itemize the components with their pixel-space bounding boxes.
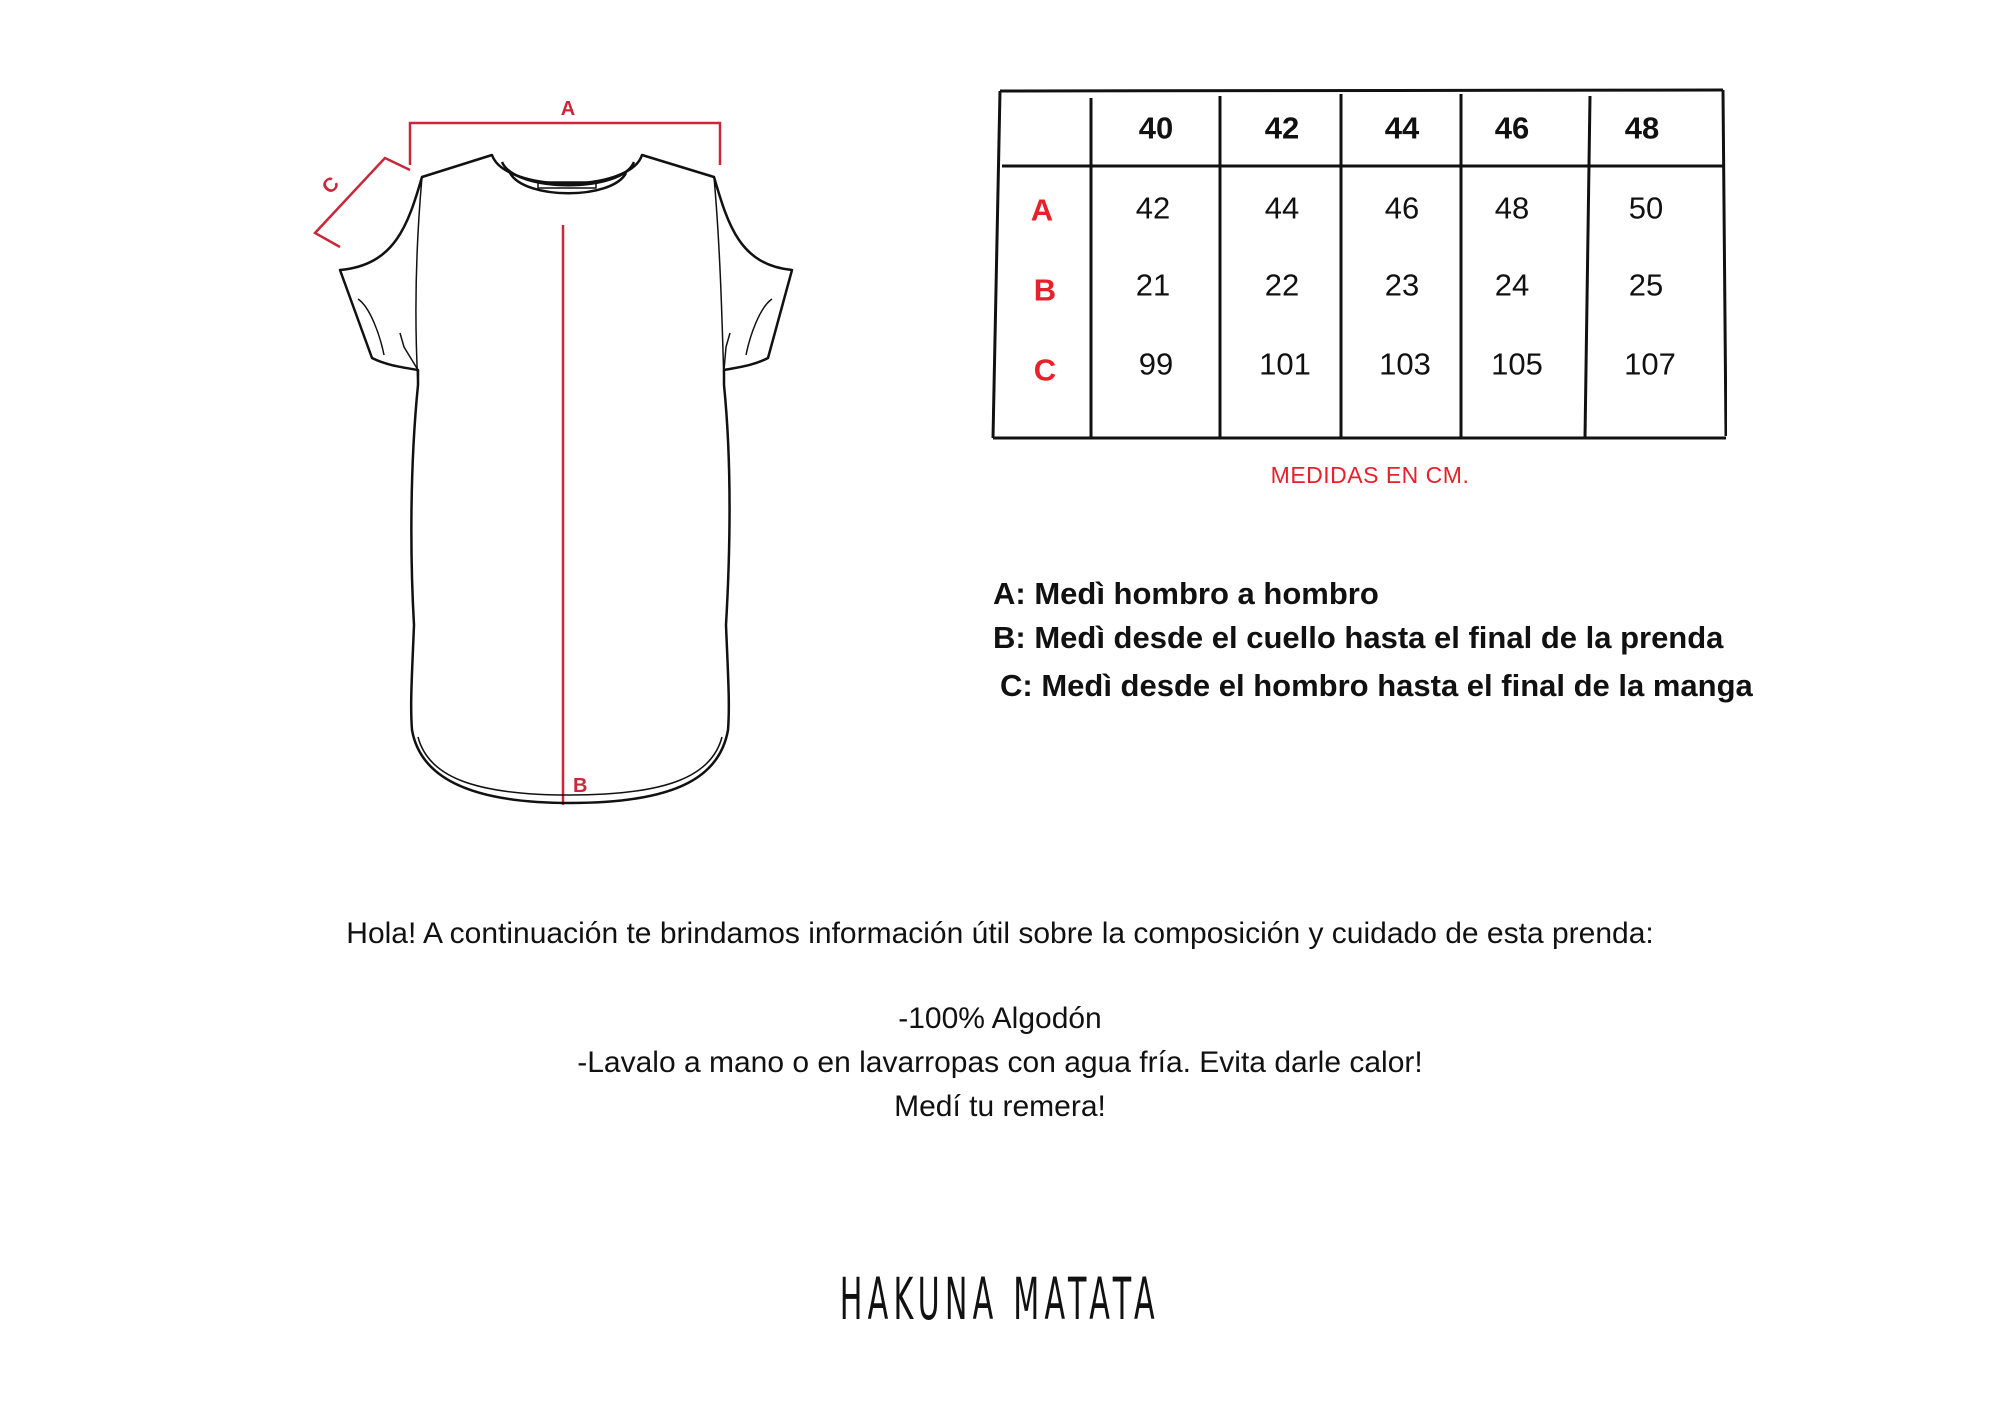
info-composition: -100% Algodón — [898, 1002, 1102, 1035]
cell-c-46: 105 — [1491, 346, 1543, 382]
measure-a-line — [410, 123, 720, 165]
cell-a-46: 48 — [1494, 190, 1530, 226]
cell-a-44: 46 — [1384, 190, 1420, 226]
info-intro: Hola! A continuación te brindamos información útil sobre la composición y cuidado de esta prenda: — [346, 917, 1654, 950]
cell-c-42: 101 — [1259, 346, 1311, 382]
cell-b-40: 21 — [1135, 267, 1171, 303]
cell-b-42: 22 — [1264, 267, 1300, 303]
cell-a-48: 50 — [1628, 190, 1664, 226]
size-header-46: 46 — [1494, 110, 1530, 146]
legend-b: B: Medì desde el cuello hasta el final de la prenda — [993, 620, 1724, 655]
legend-a: A: Medì hombro a hombro — [993, 576, 1379, 611]
tshirt-outline — [340, 155, 792, 803]
tshirt-drawing — [300, 85, 820, 835]
cell-a-42: 44 — [1264, 190, 1300, 226]
size-table — [990, 88, 1727, 440]
tshirt-diagram — [300, 85, 820, 835]
row-label-a: A — [1030, 192, 1054, 228]
measure-b-label: B — [573, 775, 588, 797]
size-header-48: 48 — [1624, 110, 1660, 146]
measure-c-label: C — [317, 172, 344, 199]
measurement-lines — [315, 123, 720, 805]
cell-c-48: 107 — [1624, 346, 1676, 382]
size-header-44: 44 — [1384, 110, 1420, 146]
size-header-42: 42 — [1264, 110, 1300, 146]
info-care: -Lavalo a mano o en lavarropas con agua fría. Evita darle calor! — [577, 1046, 1423, 1079]
size-header-40: 40 — [1138, 110, 1174, 146]
info-measure: Medí tu remera! — [894, 1090, 1106, 1123]
cell-a-40: 42 — [1135, 190, 1171, 226]
measure-a-label: A — [560, 98, 576, 120]
cell-c-44: 103 — [1379, 346, 1431, 382]
cell-b-46: 24 — [1494, 267, 1530, 303]
cell-b-48: 25 — [1628, 267, 1664, 303]
row-label-b: B — [1033, 272, 1057, 308]
brand-logo — [0, 1265, 2000, 1333]
cell-c-40: 99 — [1138, 346, 1174, 382]
legend-c: C: Medì desde el hombro hasta el final de la manga — [1000, 668, 1753, 703]
cell-b-44: 23 — [1384, 267, 1420, 303]
units-note: MEDIDAS EN CM. — [1270, 462, 1470, 488]
row-label-c: C — [1033, 352, 1057, 388]
measure-c-line — [315, 158, 410, 247]
brand-name: HAKUNA MATATA — [839, 1265, 1161, 1333]
size-table-grid — [990, 88, 1727, 440]
